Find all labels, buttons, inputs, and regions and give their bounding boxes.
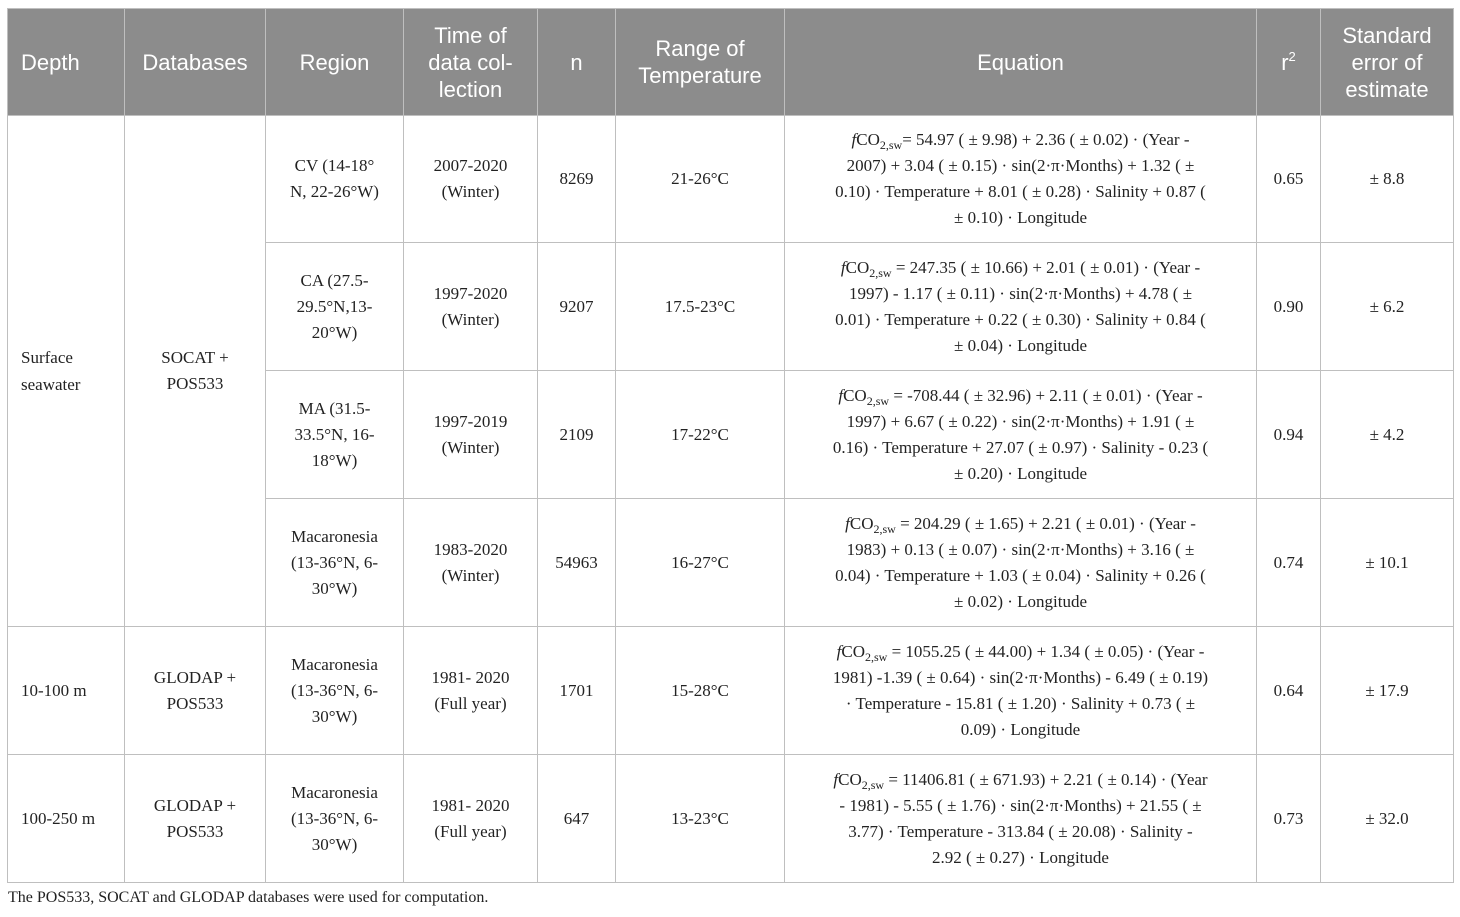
equation-cell xyxy=(785,243,1257,371)
eq-line2: 1997) - 1.17 ( ± 0.11) · sin(2·π·Months) + 4.78 ( ± xyxy=(848,283,1193,303)
time-line1: 1997-2020 xyxy=(433,283,508,303)
range-cell: 13-23°C xyxy=(616,755,785,883)
eq-sub: 2,sw xyxy=(866,393,890,408)
eq-sub: 2,sw xyxy=(869,265,892,280)
eq-line1: = 11406.81 ( ± 671.93) + 2.21 ( ± 0.14) · (Year xyxy=(884,769,1208,789)
region-line2: N, 22-26°W) xyxy=(290,182,379,201)
time-line2: (Winter) xyxy=(441,182,500,201)
databases-line1: SOCAT + xyxy=(161,348,229,367)
eq-f: f xyxy=(851,130,857,149)
eq-line1: = 1055.25 ( ± 44.00) + 1.34 ( ± 0.05) · (Year - xyxy=(887,641,1205,661)
n-cell: 2109 xyxy=(538,371,616,499)
eq-line3: 3.77) · Temperature - 313.84 ( ± 20.08) · Salinity - xyxy=(848,821,1193,841)
header-time-line2: data col- xyxy=(428,49,513,75)
time-cell xyxy=(404,499,538,627)
r2-cell: 0.90 xyxy=(1257,243,1321,371)
header-databases: Databases xyxy=(125,9,266,116)
region-line1: Macaronesia xyxy=(291,526,378,546)
header-r2-sup: 2 xyxy=(1288,48,1296,64)
region-line3: 30°W) xyxy=(311,706,358,726)
time-cell xyxy=(404,116,538,243)
region-line3: 20°W) xyxy=(311,322,358,342)
databases-cell xyxy=(125,627,266,755)
region-line1: Macaronesia xyxy=(291,782,378,802)
databases-line2: POS533 xyxy=(166,821,224,841)
time-line1: 1981- 2020 xyxy=(431,667,510,687)
eq-line2: 1997) + 6.67 ( ± 0.22) · sin(2·π·Months) + 1.91 ( ± xyxy=(846,411,1195,431)
eq-line3: 0.01) · Temperature + 0.22 ( ± 0.30) · Salinity + 0.84 ( xyxy=(835,309,1206,329)
eq-line4: ± 0.20) · Longitude xyxy=(953,463,1088,483)
region-line3: 30°W) xyxy=(311,834,358,854)
eq-co: CO xyxy=(843,385,867,405)
header-r2-base: r xyxy=(1281,49,1289,75)
eq-co: CO xyxy=(841,641,865,661)
header-equation: Equation xyxy=(785,9,1257,116)
eq-co: CO xyxy=(856,130,880,149)
region-cell xyxy=(266,755,404,883)
regression-table xyxy=(7,8,1454,883)
range-cell: 17.5-23°C xyxy=(616,243,785,371)
eq-line1: = 247.35 ( ± 10.66) + 2.01 ( ± 0.01) · (Year - xyxy=(891,257,1201,277)
header-n: n xyxy=(538,9,616,116)
header-time xyxy=(404,9,538,116)
databases-line2: POS533 xyxy=(166,374,224,393)
table-row xyxy=(8,755,1454,883)
eq-f: f xyxy=(840,257,846,277)
equation-cell xyxy=(785,499,1257,627)
eq-sub: 2,sw xyxy=(879,138,903,152)
header-time-line1: Time of xyxy=(434,22,507,48)
header-range xyxy=(616,9,785,116)
eq-f: f xyxy=(845,513,850,533)
header-range-line2: Temperature xyxy=(638,63,762,88)
r2-cell: 0.74 xyxy=(1257,499,1321,627)
se-cell: ± 6.2 xyxy=(1321,243,1454,371)
time-line2: (Full year) xyxy=(434,821,507,841)
region-line2: (13-36°N, 6- xyxy=(290,680,379,700)
region-line3: 30°W) xyxy=(311,578,358,598)
eq-line3: 0.16) · Temperature + 27.07 ( ± 0.97) · Salinity - 0.23 ( xyxy=(832,437,1209,457)
databases-line2: POS533 xyxy=(166,693,224,713)
eq-co: CO xyxy=(838,769,862,789)
region-line2: (13-36°N, 6- xyxy=(290,808,379,828)
eq-line4: ± 0.04) · Longitude xyxy=(953,335,1088,355)
time-cell xyxy=(404,371,538,499)
header-standard-error xyxy=(1321,9,1454,116)
eq-line3: 0.04) · Temperature + 1.03 ( ± 0.04) · Salinity + 0.26 ( xyxy=(835,565,1206,585)
region-line3: 18°W) xyxy=(311,450,358,470)
header-range-line1: Range of xyxy=(655,36,745,61)
n-cell: 647 xyxy=(538,755,616,883)
n-cell: 54963 xyxy=(538,499,616,627)
header-region: Region xyxy=(266,9,404,116)
time-line2: (Full year) xyxy=(434,693,507,713)
eq-line4: ± 0.10) · Longitude xyxy=(953,208,1088,227)
table-footnote: The POS533, SOCAT and GLODAP databases were used for computation. xyxy=(8,889,489,906)
r2-cell: 0.73 xyxy=(1257,755,1321,883)
region-line1: MA (31.5- xyxy=(298,398,371,418)
eq-line2: - 1981) - 5.55 ( ± 1.76) · sin(2·π·Months) + 21.55 ( ± xyxy=(839,795,1202,815)
eq-f: f xyxy=(838,385,844,405)
time-line1: 1997-2019 xyxy=(433,411,508,431)
region-line2: 29.5°N,13- xyxy=(296,296,373,316)
databases-cell xyxy=(125,755,266,883)
se-cell: ± 17.9 xyxy=(1321,627,1454,755)
se-cell: ± 8.8 xyxy=(1321,116,1454,243)
n-cell: 8269 xyxy=(538,116,616,243)
eq-line2: 1981) -1.39 ( ± 0.64) · sin(2·π·Months) - 6.49 ( ± 0.19) xyxy=(832,667,1209,687)
time-cell xyxy=(404,755,538,883)
eq-line1: = -708.44 ( ± 32.96) + 2.11 ( ± 0.01) · (Year - xyxy=(889,385,1203,405)
region-cell xyxy=(266,371,404,499)
time-cell xyxy=(404,627,538,755)
header-row xyxy=(8,9,1454,116)
header-se-line2: error of xyxy=(1351,49,1423,75)
header-se-line1: Standard xyxy=(1342,22,1432,48)
eq-line3: 0.10) · Temperature + 8.01 ( ± 0.28) · Salinity + 0.87 ( xyxy=(835,182,1206,201)
n-cell: 1701 xyxy=(538,627,616,755)
header-depth: Depth xyxy=(8,9,125,116)
time-line2: (Winter) xyxy=(441,437,500,457)
time-line1: 1981- 2020 xyxy=(431,795,510,815)
eq-line2: 1983) + 0.13 ( ± 0.07) · sin(2·π·Months) + 3.16 ( ± xyxy=(846,539,1195,559)
eq-line2: 2007) + 3.04 ( ± 0.15) · sin(2·π·Months) + 1.32 ( ± xyxy=(846,156,1195,175)
range-cell: 17-22°C xyxy=(616,371,785,499)
equation-cell xyxy=(785,627,1257,755)
region-line1: Macaronesia xyxy=(291,654,378,674)
eq-line1: = 54.97 ( ± 9.98) + 2.36 ( ± 0.02) · (Year - xyxy=(902,130,1190,149)
region-line1: CA (27.5- xyxy=(300,270,369,290)
region-cell xyxy=(266,116,404,243)
results-table-container xyxy=(7,8,1453,883)
time-line1: 1983-2020 xyxy=(433,539,508,559)
region-cell xyxy=(266,627,404,755)
eq-sub: 2,sw xyxy=(873,521,896,536)
equation-cell xyxy=(785,116,1257,243)
header-r2 xyxy=(1257,9,1321,116)
databases-line1: GLODAP + xyxy=(153,667,237,687)
region-line2: 33.5°N, 16- xyxy=(294,424,375,444)
region-line1: CV (14-18° xyxy=(294,156,375,175)
header-time-line3: lection xyxy=(438,76,503,102)
equation-cell xyxy=(785,755,1257,883)
se-cell: ± 10.1 xyxy=(1321,499,1454,627)
se-cell: ± 32.0 xyxy=(1321,755,1454,883)
eq-sub: 2,sw xyxy=(861,777,885,792)
depth-cell: 100-250 m xyxy=(8,755,125,883)
depth-cell: 10-100 m xyxy=(8,627,125,755)
r2-cell: 0.64 xyxy=(1257,627,1321,755)
table-row xyxy=(8,627,1454,755)
eq-f: f xyxy=(833,769,839,789)
databases-line1: GLODAP + xyxy=(153,795,237,815)
eq-line4: 2.92 ( ± 0.27) · Longitude xyxy=(932,847,1109,867)
eq-line4: ± 0.02) · Longitude xyxy=(953,591,1088,611)
eq-line3: · Temperature - 15.81 ( ± 1.20) · Salinity + 0.73 ( ± xyxy=(845,693,1196,713)
eq-sub: 2,sw xyxy=(864,649,888,664)
r2-cell: 0.65 xyxy=(1257,116,1321,243)
eq-line1: = 204.29 ( ± 1.65) + 2.21 ( ± 0.01) · (Year - xyxy=(895,513,1196,533)
time-line1: 2007-2020 xyxy=(433,156,508,175)
region-line2: (13-36°N, 6- xyxy=(290,552,379,572)
se-cell: ± 4.2 xyxy=(1321,371,1454,499)
time-line2: (Winter) xyxy=(441,565,500,585)
eq-line4: 0.09) · Longitude xyxy=(960,719,1081,739)
databases-cell xyxy=(125,116,266,627)
table-row xyxy=(8,116,1454,243)
region-cell xyxy=(266,499,404,627)
eq-co: CO xyxy=(849,513,874,533)
r2-cell: 0.94 xyxy=(1257,371,1321,499)
region-cell xyxy=(266,243,404,371)
time-line2: (Winter) xyxy=(441,309,500,329)
header-se-line3: estimate xyxy=(1345,76,1429,102)
eq-co: CO xyxy=(845,257,870,277)
depth-cell: Surface seawater xyxy=(8,116,125,627)
range-cell: 16-27°C xyxy=(616,499,785,627)
time-cell xyxy=(404,243,538,371)
eq-f: f xyxy=(836,641,842,661)
n-cell: 9207 xyxy=(538,243,616,371)
range-cell: 15-28°C xyxy=(616,627,785,755)
range-cell: 21-26°C xyxy=(616,116,785,243)
equation-cell xyxy=(785,371,1257,499)
